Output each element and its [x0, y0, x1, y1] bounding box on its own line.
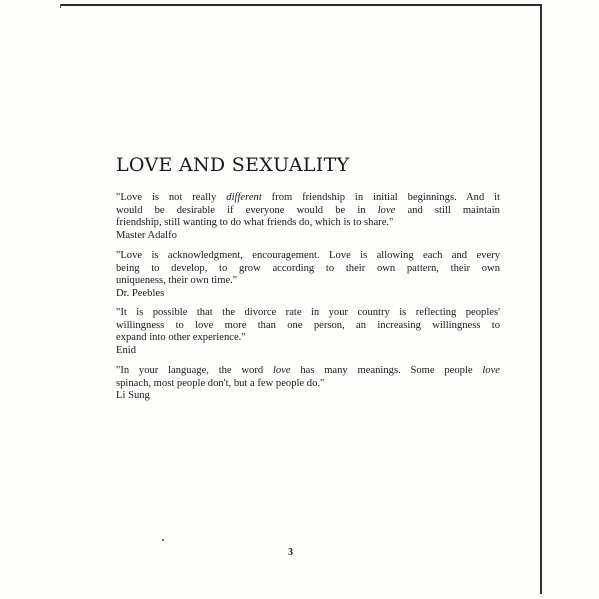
quote-block-3 [116, 307, 500, 357]
scan-edge-left [60, 4, 61, 8]
quote-line [116, 205, 500, 218]
quote-line [116, 263, 500, 276]
quote-segment: "It is possible that the divorce rate in your country is reflecting peoples' [116, 307, 500, 318]
quote-block-2 [116, 250, 500, 300]
quote-emphasis: different [226, 192, 262, 203]
quote-emphasis: love [272, 365, 291, 376]
quote-block-1 [116, 192, 500, 242]
quote-attribution: Dr. Peebles [116, 287, 165, 299]
quote-segment: would be desirable if everyone would be in [116, 204, 378, 216]
quote-line [116, 332, 500, 345]
quote-attribution: Master Adalfo [116, 229, 177, 241]
quote-text [116, 365, 500, 390]
quote-segment: "Love is not really [116, 192, 227, 203]
quote-line [116, 250, 500, 263]
quote-segment: uniqueness, their own time." [116, 275, 238, 287]
quote-line [116, 320, 500, 333]
page-title: LOVE AND SEXUALITY [116, 154, 350, 176]
quote-line [116, 275, 500, 288]
quote-line [116, 378, 500, 391]
quote-text [116, 192, 500, 230]
quote-segment: "In your language, the word [116, 365, 273, 376]
quote-segment: from friendship in initial beginnings. And it [261, 192, 501, 203]
quote-segment: expand into other experience." [116, 332, 246, 344]
quote-attribution: Li Sung [116, 390, 150, 402]
quote-block-4 [116, 365, 500, 403]
quote-line [116, 307, 500, 320]
quote-segment: spinach, most people don't, but a few people do." [116, 377, 325, 389]
page-number: 3 [288, 547, 293, 558]
quote-line [116, 192, 500, 205]
quote-emphasis: love [377, 204, 396, 216]
quote-segment: "Love is acknowledgment, encouragement. Love is allowing each and every [116, 250, 500, 261]
quote-segment: has many meanings. Some people [290, 365, 483, 376]
scan-edge-top [60, 4, 542, 6]
quote-text [116, 307, 500, 345]
quote-attribution: Enid [116, 344, 137, 356]
quote-line [116, 217, 500, 230]
quote-text [116, 250, 500, 288]
quote-segment: willingness to love more than one person, an increasing willingness to [116, 319, 500, 331]
scan-edge-right [540, 4, 542, 594]
quote-emphasis: love [482, 365, 500, 376]
quote-segment: and still maintain [395, 204, 500, 216]
scan-speck [162, 539, 164, 541]
quote-segment: being to develop, to grow according to their own pattern, their own [116, 262, 500, 274]
quote-segment: friendship, still wanting to do what friends do, which is to share." [116, 217, 394, 229]
quote-line [116, 365, 500, 378]
